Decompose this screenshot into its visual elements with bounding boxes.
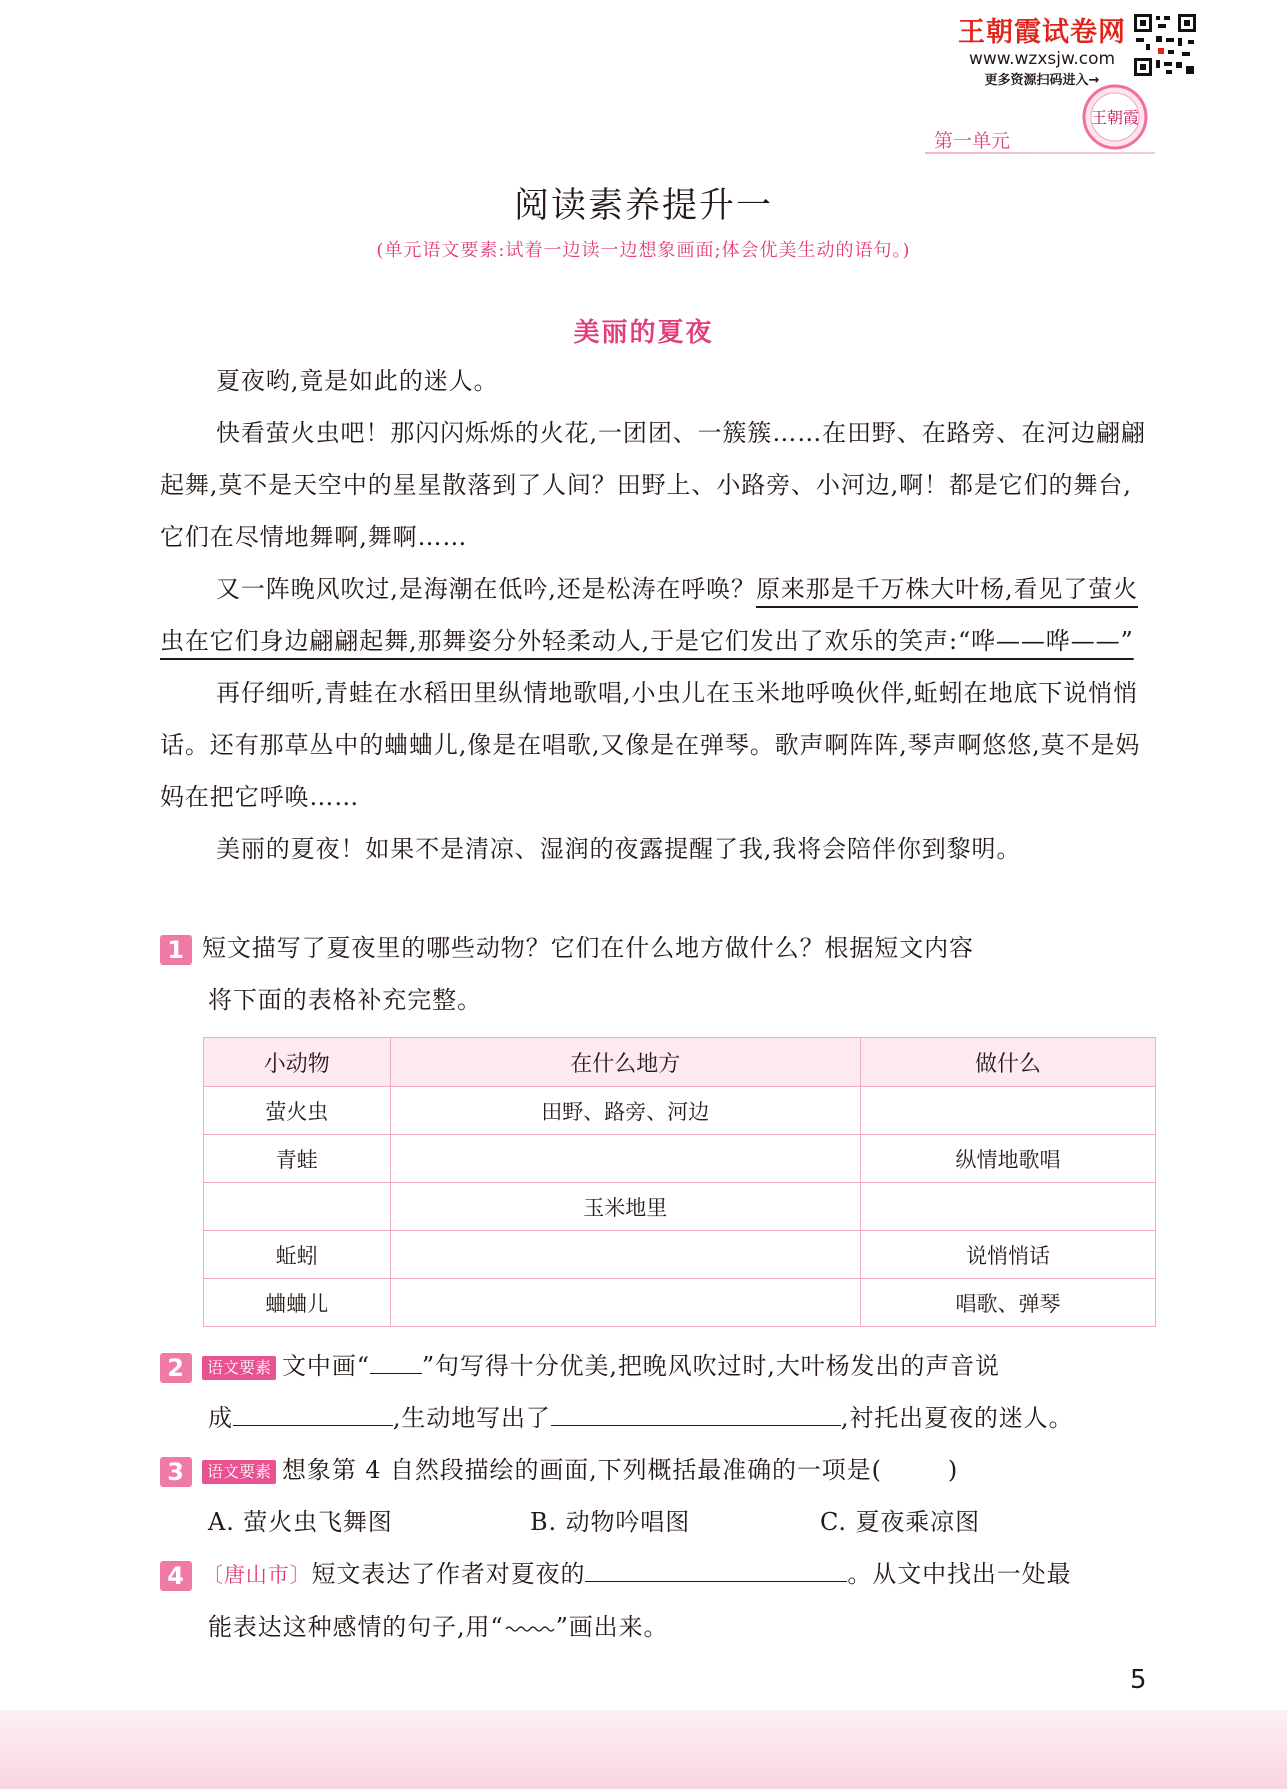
unit-objective: (单元语文要素:试着一边读一边想象画面;体会优美生动的语句。): [376, 240, 911, 261]
question-3-number: 3: [160, 1457, 192, 1487]
table-answer-cell[interactable]: [390, 1135, 860, 1183]
story-title: 美丽的夏夜: [573, 318, 714, 348]
question-1-prompt: [160, 922, 1156, 974]
table-answer-cell[interactable]: [390, 1231, 860, 1279]
question-3-text: 想象第 4 自然段描绘的画面,下列概括最准确的一项是(: [282, 1456, 882, 1484]
underlined-sentence: 原来那是千万株大叶杨,看见了萤火虫在它们身边翩翩起舞,那舞姿分外轻柔动人,于是它们发出了欢乐的笑声:“哗——哗——”: [160, 575, 1138, 655]
table-answer-cell[interactable]: [860, 1183, 1155, 1231]
question-2-text-e: ,衬托出夏夜的迷人。: [840, 1404, 1074, 1432]
unit-divider: [925, 152, 1155, 154]
paragraph-3-lead: 又一阵晚风吹过,是海潮在低吟,还是松涛在呼唤？: [216, 575, 756, 603]
table-row: [204, 1231, 1156, 1279]
question-1: [160, 922, 1156, 1026]
paragraph-5: 美丽的夏夜！如果不是清凉、湿润的夜露提醒了我,我将会陪伴你到黎明。: [216, 835, 1022, 863]
option-a[interactable]: A. 萤火虫飞舞图: [208, 1508, 393, 1536]
table-cell: 唱歌、弹琴: [860, 1279, 1155, 1327]
footer-band: [0, 1710, 1287, 1789]
question-3-close-paren: ): [947, 1456, 959, 1484]
wavy-line-icon: [504, 1609, 556, 1635]
brand-seal-logo: [1075, 84, 1155, 150]
table-cell: 青蛙: [204, 1135, 391, 1183]
paragraph-3: [160, 563, 1156, 667]
option-b[interactable]: B. 动物吟唱图: [530, 1508, 691, 1536]
question-2-text-b: ”句写得十分优美,把晚风吹过时,大叶杨发出的声音说: [421, 1352, 1000, 1380]
table-header: 做什么: [860, 1038, 1155, 1087]
table-row: [204, 1087, 1156, 1135]
paragraph-1: 夏夜哟,竟是如此的迷人。: [216, 367, 499, 395]
question-2-text-d: ,生动地写出了: [392, 1404, 551, 1432]
table-row: [204, 1135, 1156, 1183]
question-3: [160, 1444, 1156, 1548]
table-cell: 纵情地歌唱: [860, 1135, 1155, 1183]
question-3-tag: 语文要素: [202, 1460, 276, 1484]
table-row: [204, 1183, 1156, 1231]
question-4: [160, 1548, 1156, 1653]
table-cell: 说悄悄话: [860, 1231, 1155, 1279]
qr-code-icon[interactable]: [1132, 12, 1198, 78]
table-cell: 玉米地里: [390, 1183, 860, 1231]
passage: [160, 355, 1156, 875]
table-cell: 萤火虫: [204, 1087, 391, 1135]
paragraph-4: 再仔细听,青蛙在水稻田里纵情地歌唱,小虫儿在玉米地呼唤伙伴,蚯蚓在地底下说悄悄话。还有那草丛中的蛐蛐儿,像是在唱歌,又像是在弹琴。歌声啊阵阵,琴声啊悠悠,莫不是妈妈在把它呼唤……: [160, 679, 1141, 811]
question-2-text-c: 成: [208, 1404, 233, 1432]
option-c[interactable]: C. 夏夜乘凉图: [820, 1508, 980, 1536]
question-4-text-c: 能表达这种感情的句子,用“: [208, 1613, 504, 1641]
paragraph-2: 快看萤火虫吧！那闪闪烁烁的火花,一团团、一簇簇……在田野、在路旁、在河边翩翩起舞,莫不是天空中的星星散落到了人间？田野上、小路旁、小河边,啊！都是它们的舞台,它们在尽情地舞啊,舞啊……: [160, 419, 1146, 551]
table-row: [204, 1279, 1156, 1327]
question-1-line2: 将下面的表格补充完整。: [208, 986, 482, 1014]
question-2: [160, 1340, 1156, 1444]
brand-scan-hint: 更多资源扫码进入→: [984, 73, 1100, 88]
question-2-tag: 语文要素: [202, 1356, 276, 1380]
table-cell: 蚯蚓: [204, 1231, 391, 1279]
question-3-options: [160, 1496, 1156, 1548]
question-4-text-d: ”画出来。: [555, 1613, 669, 1641]
question-3-prompt: [160, 1444, 1156, 1496]
question-2-line2: [160, 1392, 1156, 1444]
page-number: 5: [1130, 1665, 1147, 1695]
question-4-line2: [160, 1601, 1156, 1653]
table-cell: 蛐蛐儿: [204, 1279, 391, 1327]
question-4-region: 〔唐山市〕: [202, 1563, 312, 1587]
question-1-line1: 短文描写了夏夜里的哪些动物？它们在什么地方做什么？根据短文内容: [202, 934, 974, 962]
answer-blank[interactable]: [233, 1395, 393, 1426]
underline-sample-blank: [370, 1343, 422, 1374]
question-4-number: 4: [160, 1561, 192, 1591]
table-answer-cell[interactable]: [204, 1183, 391, 1231]
question-4-text-a: 短文表达了作者对夏夜的: [311, 1560, 586, 1588]
question-2-text-a: 文中画“: [282, 1352, 370, 1380]
table-header: 小动物: [204, 1038, 391, 1087]
question-1-number: 1: [160, 935, 192, 965]
answer-blank[interactable]: [551, 1395, 841, 1426]
unit-label: 第一单元: [934, 130, 1011, 152]
seal-text: 王朝霞: [1090, 108, 1140, 127]
answer-blank[interactable]: [585, 1551, 847, 1582]
brand-url[interactable]: www.wzxsjw.com: [968, 49, 1116, 69]
table-answer-cell[interactable]: [390, 1279, 860, 1327]
brand-block: [957, 10, 1127, 88]
table-header-row: [204, 1038, 1156, 1087]
brand-name: 王朝霞试卷网: [958, 17, 1126, 48]
table-cell: 田野、路旁、河边: [390, 1087, 860, 1135]
animal-table: [203, 1037, 1156, 1327]
table-answer-cell[interactable]: [860, 1087, 1155, 1135]
question-4-line1: [160, 1548, 1156, 1601]
question-4-text-b: 。从文中找出一处最: [847, 1560, 1072, 1588]
question-2-number: 2: [160, 1353, 192, 1383]
table-header: 在什么地方: [390, 1038, 860, 1087]
question-2-line1: [160, 1340, 1156, 1392]
page-title: 阅读素养提升一: [513, 186, 773, 226]
